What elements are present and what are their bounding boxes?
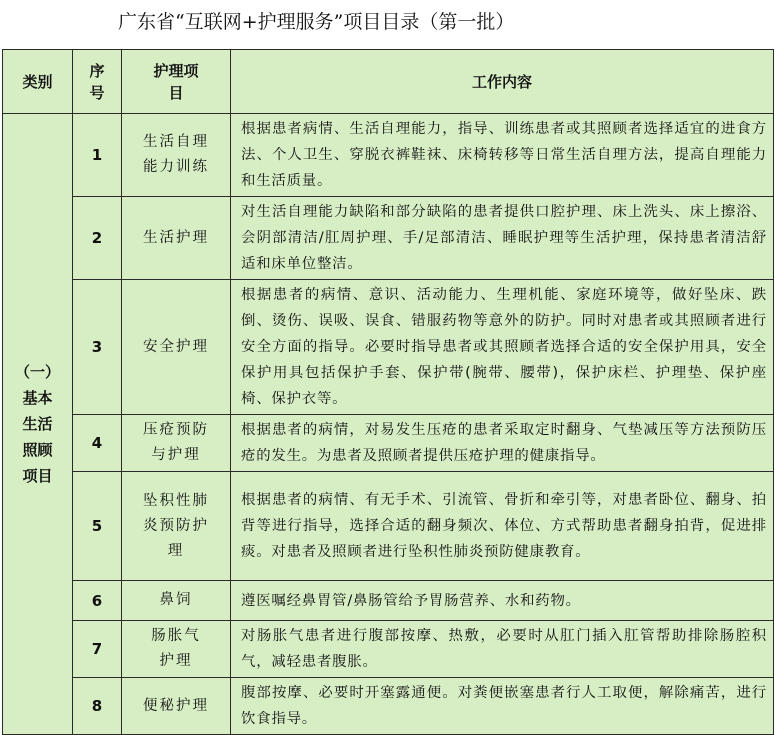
header-row [3, 50, 774, 114]
item-content: 对肠胀气患者进行腹部按摩、热敷，必要时从肛门插入肛管帮助排除肠腔积气，减轻患者腹胀。 [231, 621, 774, 678]
category-line: 基本 [22, 389, 53, 407]
category-line: 照顾 [22, 441, 53, 459]
item-name: 压疮预防与护理 [122, 415, 231, 472]
category-line: 项目 [22, 467, 53, 485]
row-number: 5 [73, 472, 122, 581]
item-name: 安全护理 [122, 280, 231, 415]
table-row [3, 280, 774, 415]
table-row [3, 197, 774, 280]
item-content: 根据患者病情、生活自理能力，指导、训练患者或其照顾者选择适宜的进食方法、个人卫生、穿脱衣裤鞋袜、床椅转移等日常生活自理方法，提高自理能力和生活质量。 [231, 114, 774, 197]
row-number: 8 [73, 678, 122, 735]
item-content: 根据患者的病情、意识、活动能力、生理机能、家庭环境等，做好坠床、跌倒、烫伤、误吸、误食、错服药物等意外的防护。同时对患者或其照顾者进行安全方面的指导。必要时指导患者或其照顾者选择合适的安全保护用具，安全保护用具包括保护手套、保护带(腕带、腰带)，保护床栏、护理垫、保护座椅、保护衣等。 [231, 280, 774, 415]
header-seq: 序号 [73, 50, 122, 114]
item-name: 鼻饲 [122, 581, 231, 621]
table-row [3, 114, 774, 197]
row-number: 7 [73, 621, 122, 678]
table-row [3, 678, 774, 735]
category-line: 生活 [22, 415, 53, 433]
category-cell [3, 114, 73, 735]
item-content: 腹部按摩、必要时开塞露通便。对粪便嵌塞患者行人工取便，解除痛苦，进行饮食指导。 [231, 678, 774, 735]
item-content: 根据患者的病情、有无手术、引流管、骨折和牵引等，对患者卧位、翻身、拍背等进行指导，选择合适的翻身频次、体位、方式帮助患者翻身拍背，促进排痰。对患者及照顾者进行坠积性肺炎预防健康教育。 [231, 472, 774, 581]
row-number: 2 [73, 197, 122, 280]
item-content: 根据患者的病情，对易发生压疮的患者采取定时翻身、气垫减压等方法预防压疮的发生。为患者及照顾者提供压疮护理的健康指导。 [231, 415, 774, 472]
item-content: 对生活自理能力缺陷和部分缺陷的患者提供口腔护理、床上洗头、床上擦浴、会阴部清洁/肛周护理、手/足部清洁、睡眠护理等生活护理，保持患者清洁舒适和床单位整洁。 [231, 197, 774, 280]
table-row [3, 581, 774, 621]
item-content: 遵医嘱经鼻胃管/鼻肠管给予胃肠营养、水和药物。 [231, 581, 774, 621]
table-row [3, 415, 774, 472]
row-number: 3 [73, 280, 122, 415]
document-title: 广东省“互联网+护理服务”项目目录（第一批） [118, 11, 515, 33]
row-number: 4 [73, 415, 122, 472]
item-name: 生活自理能力训练 [122, 114, 231, 197]
row-number: 6 [73, 581, 122, 621]
header-item: 护理项目 [122, 50, 231, 114]
row-number: 1 [73, 114, 122, 197]
header-content: 工作内容 [231, 50, 774, 114]
table-row [3, 472, 774, 581]
header-category: 类别 [3, 50, 73, 114]
item-name: 便秘护理 [122, 678, 231, 735]
item-name: 肠胀气护理 [122, 621, 231, 678]
category-line: （一） [14, 363, 60, 381]
item-name: 生活护理 [122, 197, 231, 280]
item-name: 坠积性肺炎预防护理 [122, 472, 231, 581]
table-row [3, 621, 774, 678]
nursing-items-table [2, 49, 774, 735]
